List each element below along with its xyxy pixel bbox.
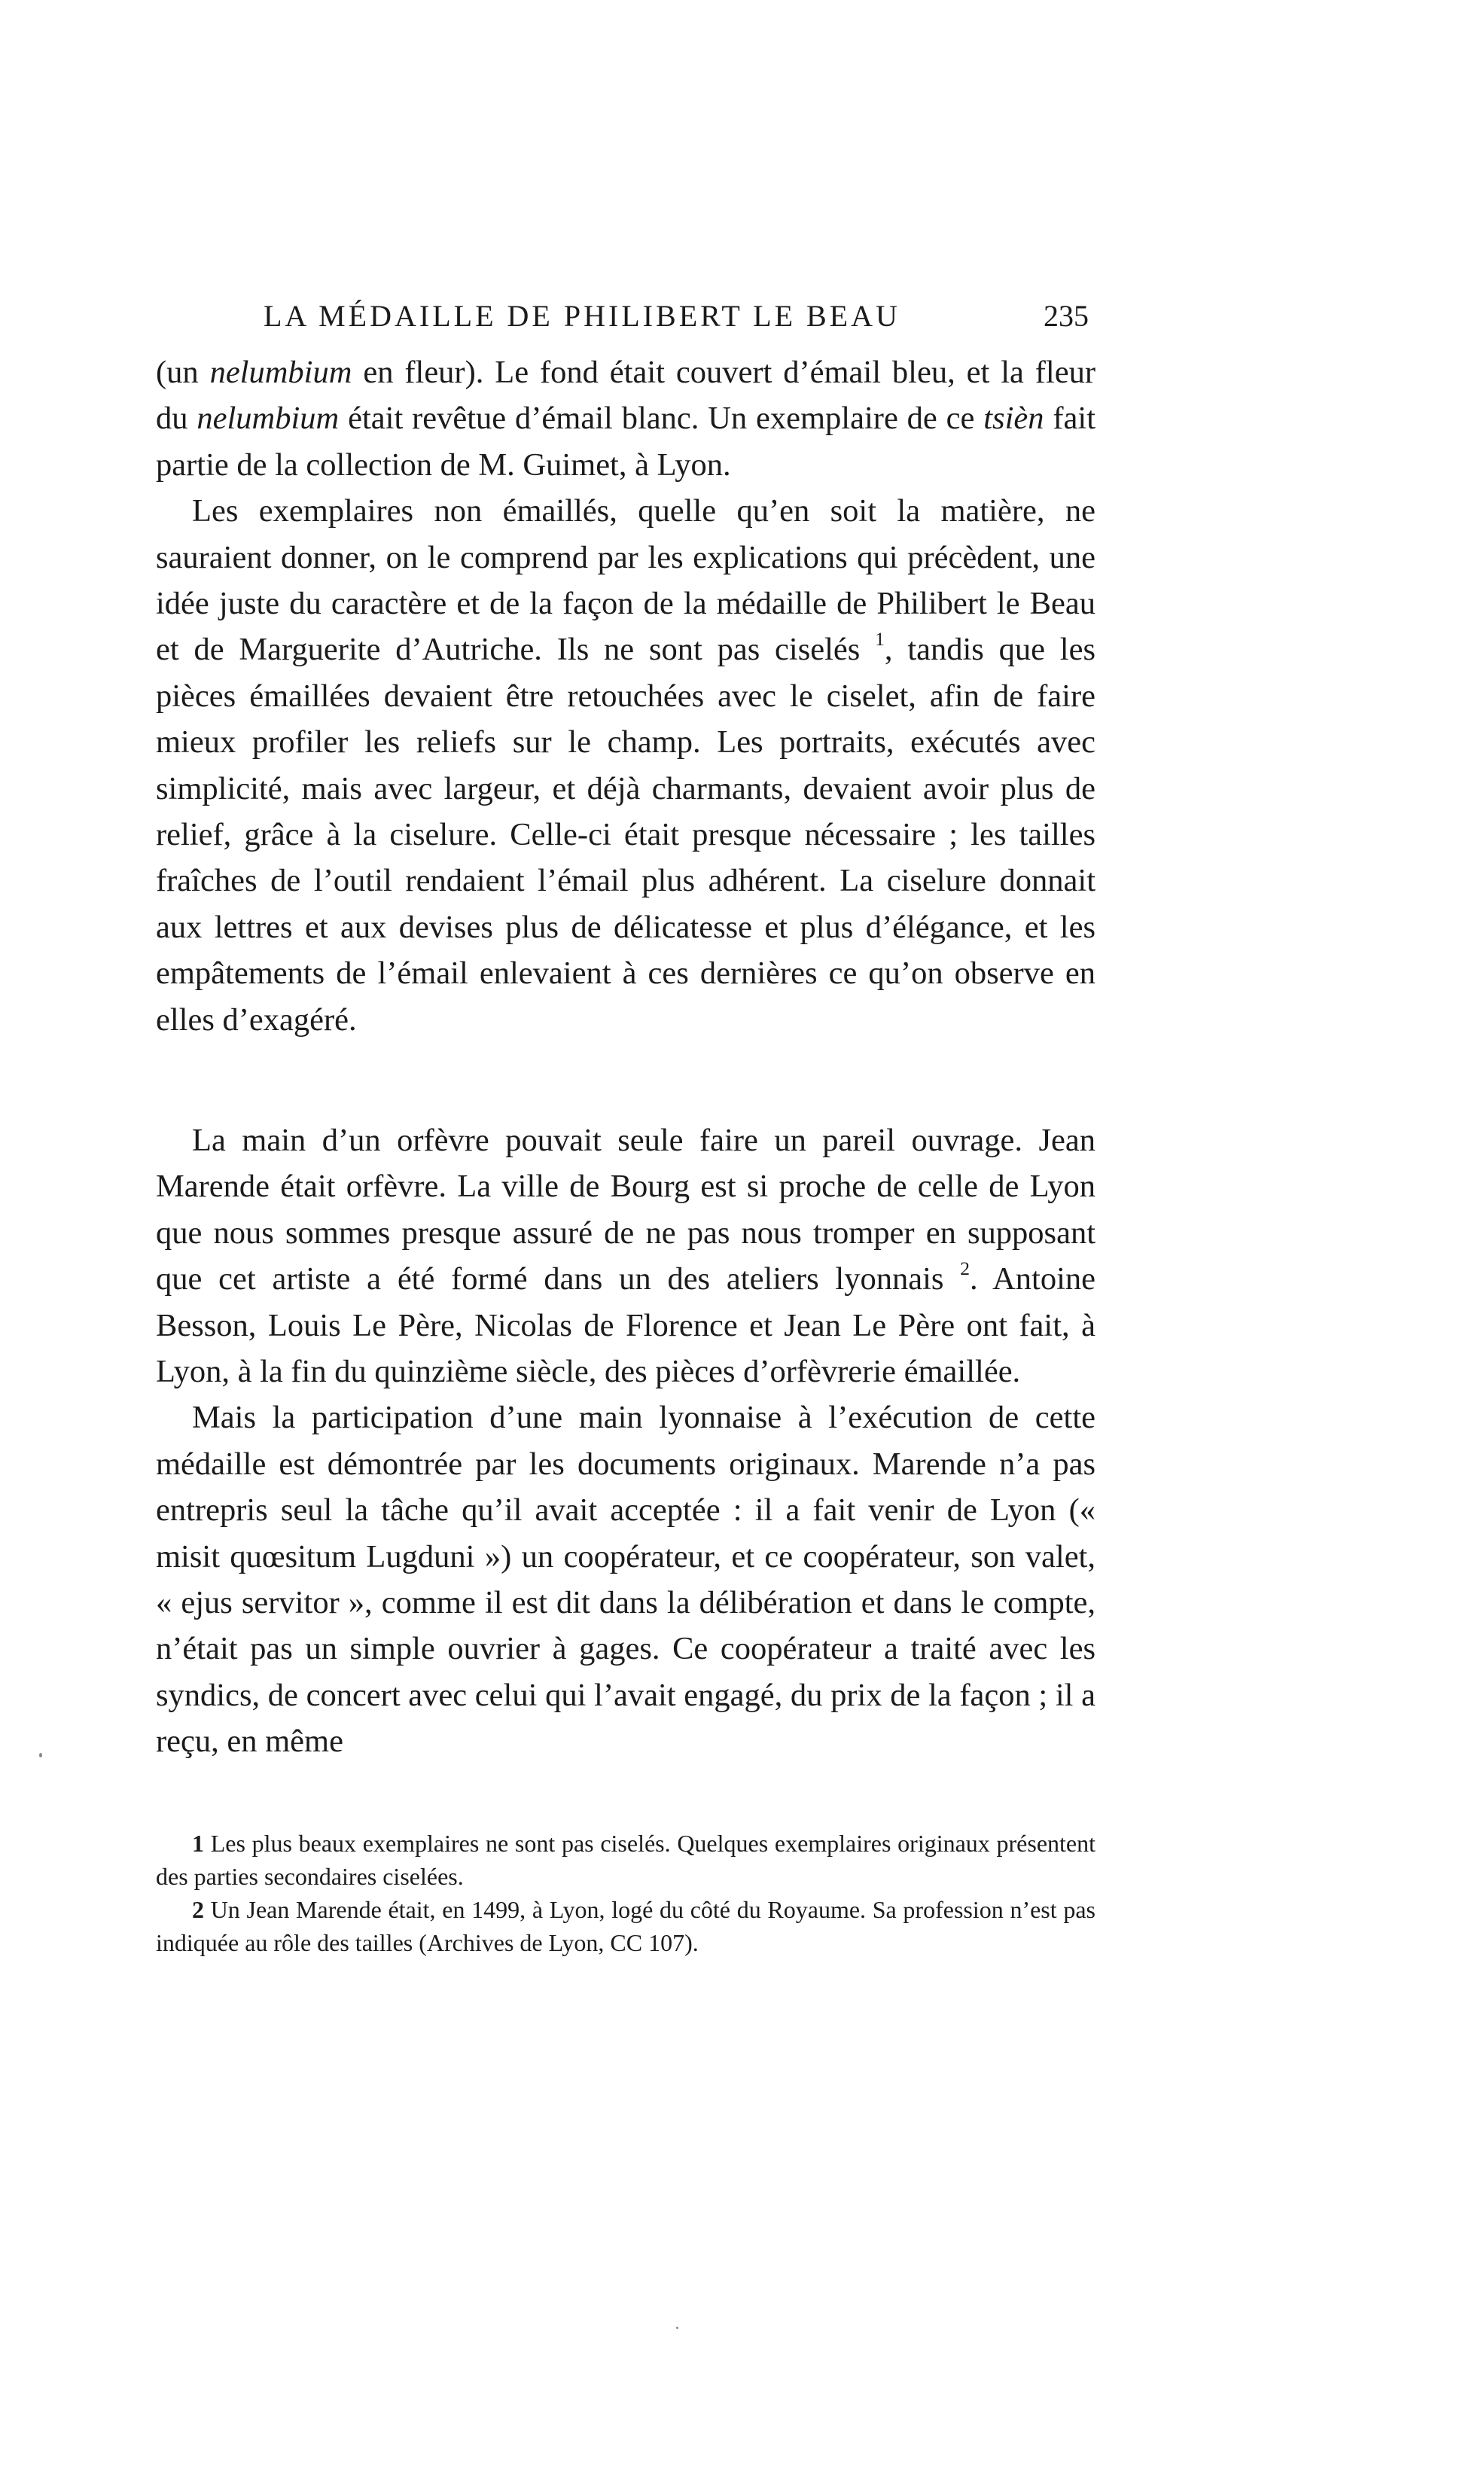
body-text-block-2 xyxy=(156,1117,1095,1765)
footnote-2 xyxy=(156,1893,1095,1959)
footnote-text: Un Jean Marende était, en 1499, à Lyon, logé du côté du Royaume. Sa profession n’est pas indiquée au rôle des tailles (Archives de Lyon, CC 107). xyxy=(156,1896,1095,1956)
italic-term: nelumbium xyxy=(197,401,340,437)
page-number: 235 xyxy=(1044,299,1089,333)
footnote-reference[interactable]: 2 xyxy=(960,1257,970,1280)
running-head-title: LA MÉDAILLE DE PHILIBERT LE BEAU xyxy=(264,299,900,333)
paragraph-2: Les exemplaires non émaillés, quelle qu’en soit la matière, ne sauraient donner, on le comprend par les explications qui précèdent, une idée juste du caractère et de la façon de la médaille de Philibert le Beau et de Marguerite d’Autriche. Ils ne sont pas ciselés $^1$, tandis que les pièces émaillées devaient être retouchées avec le ciselet, afin de faire mieux profiler les reliefs sur le champ. Les portraits, exécutés avec simplicité, mais avec largeur, et déjà charmants, devaient avoir plus de relief, grâce à la ciselure. Celle-ci était presque nécessaire ; les tailles fraîches de l’outil rendaient l’émail plus adhérent. La ciselure donnait aux lettres et aux devises plus de délicatesse et plus d’élégance, et les empâtements de l’émail enlevaient à ces dernières ce qu’on observe en elles d’exagéré. xyxy=(156,493,1096,1038)
scan-speck xyxy=(676,2327,678,2329)
footnote-mark: 1 xyxy=(192,1830,204,1857)
scan-speck xyxy=(39,1753,42,1757)
footnote-text: Les plus beaux exemplaires ne sont pas ciselés. Quelques exemplaires originaux présentent des parties secondaires ciselées. xyxy=(156,1830,1095,1890)
footnote-reference[interactable]: 1 xyxy=(875,628,885,651)
footnote-1 xyxy=(156,1827,1095,1893)
paragraph-1: (un nelumbium en fleur). Le fond était couvert d’émail bleu, et la fleur du nelumbium était revêtue d’émail blanc. Un exemplaire de ce tsièn fait partie de la collection de M. Guimet, à Lyon. xyxy=(156,355,1096,483)
body-text-block-1 xyxy=(156,349,1095,1043)
footnotes xyxy=(156,1827,1095,1959)
italic-term: nelumbium xyxy=(209,355,352,390)
italic-term: tsièn xyxy=(983,401,1044,437)
paragraph-4: Mais la participation d’une main lyonnaise à l’exécution de cette médaille est démontrée par les documents originaux. Marende n’a pas entrepris seul la tâche qu’il avait acceptée : il a fait venir de Lyon (« misit quœsitum Lugduni ») un coopérateur, et ce coopérateur, son valet, « ejus servitor », comme il est dit dans la délibération et dans le compte, n’était pas un simple ouvrier à gages. Ce coopérateur a traité avec les syndics, de concert avec celui qui l’avait engagé, du prix de la façon ; il a reçu, en même xyxy=(156,1400,1095,1760)
paragraph-3: La main d’un orfèvre pouvait seule faire un pareil ouvrage. Jean Marende était orfèvre. La ville de Bourg est si proche de celle de Lyon que nous sommes presque assuré de ne pas nous tromper en supposant que cet artiste a été formé dans un des ateliers lyonnais $^2$. Antoine Besson, Louis Le Père, Nicolas de Florence et Jean Le Père ont fait, à Lyon, à la fin du quinzième siècle, des pièces d’orfèvrerie émaillée. xyxy=(156,1123,1095,1390)
footnote-mark: 2 xyxy=(192,1896,204,1923)
